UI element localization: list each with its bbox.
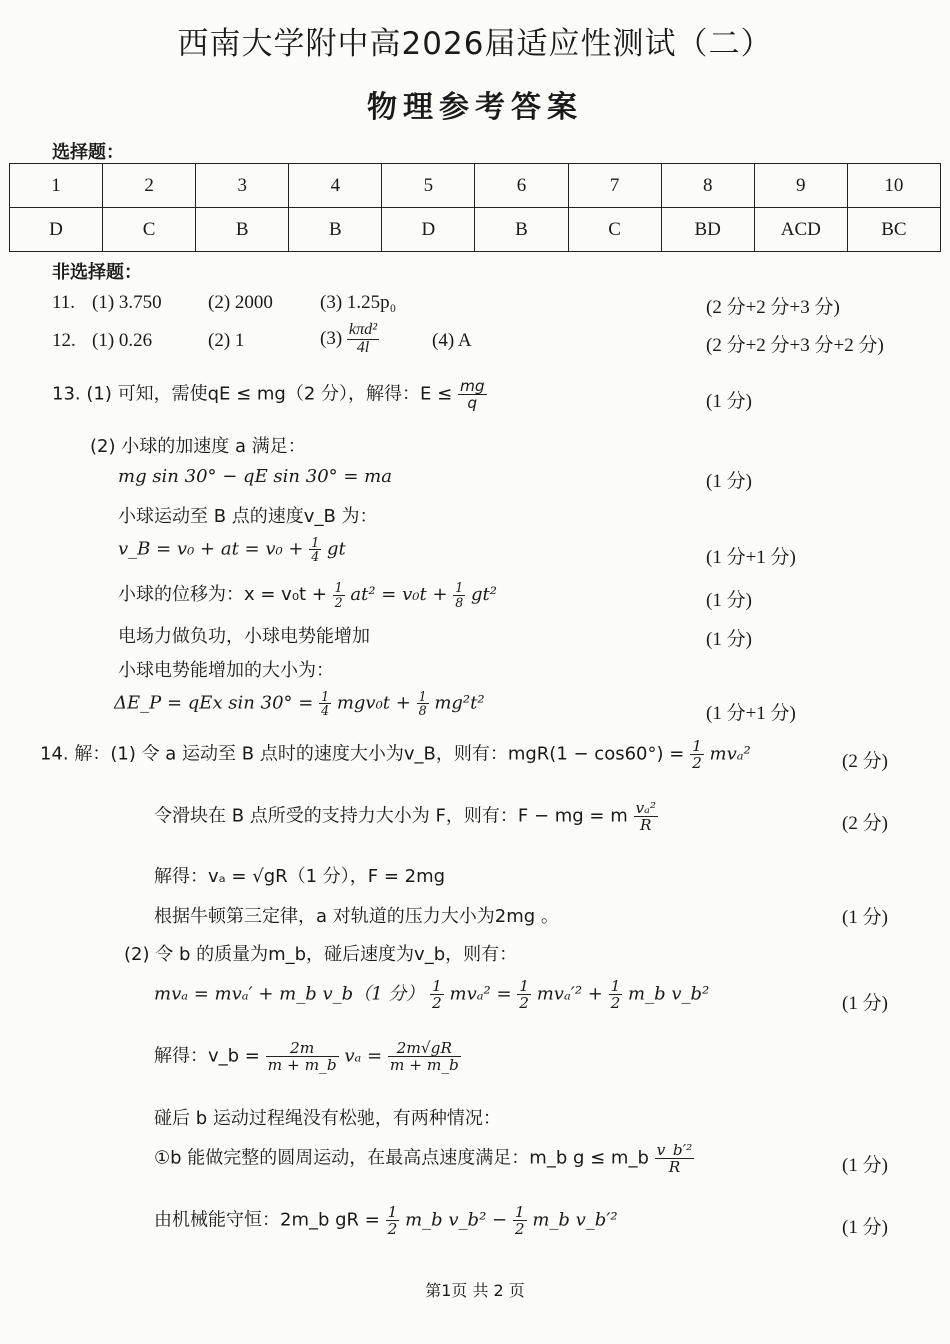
q13-line9 bbox=[114, 690, 485, 717]
fraction-denominator: m + m_b bbox=[267, 1056, 337, 1075]
answer-cell: B bbox=[289, 208, 382, 252]
q14-line1-text: 14. 解：(1) 令 a 运动至 B 点时的速度大小为v_B，则有：mgR(1 − cos60°) = bbox=[40, 743, 685, 765]
fraction-denominator: 2 bbox=[334, 594, 343, 610]
q14-line10-points: (1 分) bbox=[842, 1217, 888, 1238]
q14-line9-points: (1 分) bbox=[842, 1155, 888, 1176]
question-number-cell: 10 bbox=[847, 164, 940, 208]
question-number-cell: 5 bbox=[382, 164, 475, 208]
fraction-numerator: 1 bbox=[387, 1203, 398, 1221]
q14-line1-fraction bbox=[690, 738, 704, 771]
fraction-denominator: 2 bbox=[692, 754, 702, 773]
fraction-numerator: 2m bbox=[266, 1040, 339, 1057]
q12-part3-label: (3) bbox=[320, 327, 343, 349]
q13-line5-fraction bbox=[309, 536, 321, 563]
q13-line2: (2) 小球的加速度 a 满足： bbox=[90, 436, 306, 457]
q14-line7-fraction2 bbox=[388, 1040, 461, 1073]
fraction-numerator: 1 bbox=[432, 977, 442, 995]
q13-line1-points: (1 分) bbox=[706, 391, 752, 412]
q14-line7-text: 解得：v_b = bbox=[154, 1045, 260, 1067]
q14-line2 bbox=[154, 800, 658, 833]
answer-table-number-row bbox=[10, 164, 941, 208]
fraction-denominator: 4 bbox=[321, 703, 330, 719]
answer-table-answer-row bbox=[10, 208, 941, 252]
q13-line6-text: 小球的位移为：x = v₀t + bbox=[118, 584, 327, 605]
q12-part1: (1) 0.26 bbox=[92, 330, 153, 351]
q13-line5-text: v_B = v₀ + at = v₀ + bbox=[118, 538, 304, 560]
answer-table bbox=[9, 163, 941, 252]
answer-cell: B bbox=[196, 208, 289, 252]
q14-line2-text: 令滑块在 B 点所受的支持力大小为 F，则有：F − mg = m bbox=[154, 805, 628, 827]
answer-cell: BD bbox=[661, 208, 754, 252]
fraction-denominator: 2 bbox=[519, 994, 529, 1013]
q14-line1-points: (2 分) bbox=[842, 751, 888, 772]
fraction-denominator: 2 bbox=[387, 1220, 398, 1239]
q14-line10-fraction1 bbox=[386, 1204, 400, 1237]
fraction-denominator: 8 bbox=[418, 703, 427, 719]
q13-line9-tail: mg²t² bbox=[434, 692, 485, 714]
q13-line5 bbox=[118, 536, 346, 563]
q11-part2: (2) 2000 bbox=[208, 292, 273, 313]
answer-cell: D bbox=[382, 208, 475, 252]
q14-line7 bbox=[154, 1040, 461, 1073]
question-number-cell: 9 bbox=[754, 164, 847, 208]
q13-line1 bbox=[52, 378, 487, 411]
question-number-cell: 3 bbox=[196, 164, 289, 208]
q13-line5-points: (1 分+1 分) bbox=[706, 547, 796, 568]
fraction-numerator: 1 bbox=[455, 580, 464, 596]
q13-line8: 小球电势能增加的大小为： bbox=[118, 660, 334, 681]
q13-line5-tail: gt bbox=[327, 538, 346, 560]
page-subtitle: 物理参考答案 bbox=[367, 90, 583, 125]
q14-line8: 碰后 b 运动过程绳没有松驰，有两种情况： bbox=[154, 1108, 501, 1129]
q13-line7-points: (1 分) bbox=[706, 629, 752, 650]
q13-line9-text: ΔE_P = qEx sin 30° = bbox=[114, 692, 314, 714]
q11-number: 11. bbox=[52, 292, 76, 313]
q14-line6-fraction2 bbox=[517, 978, 531, 1011]
nonchoice-section-label: 非选择题： bbox=[52, 262, 142, 283]
fraction-numerator: 1 bbox=[610, 977, 621, 995]
question-number-cell: 4 bbox=[289, 164, 382, 208]
q13-line9-fraction2 bbox=[417, 690, 429, 717]
question-number-cell: 7 bbox=[568, 164, 661, 208]
fraction-numerator: vₐ² bbox=[635, 799, 657, 817]
fraction-numerator: 1 bbox=[514, 1203, 525, 1221]
q14-line6-fraction1 bbox=[430, 978, 444, 1011]
q14-line1 bbox=[40, 738, 751, 771]
q13-line4: 小球运动至 B 点的速度v_B 为： bbox=[118, 506, 378, 527]
answer-cell: C bbox=[568, 208, 661, 252]
fraction-denominator: q bbox=[467, 394, 478, 413]
q14-line6-c: m_b v_b² bbox=[628, 983, 710, 1005]
q12-points: (2 分+2 分+3 分+2 分) bbox=[706, 335, 884, 356]
fraction-denominator: R bbox=[668, 1158, 681, 1177]
q14-line7-mid: vₐ = bbox=[344, 1045, 383, 1067]
fraction-denominator: R bbox=[640, 816, 652, 835]
q13-line9-mid: mgv₀t + bbox=[336, 692, 411, 714]
fraction-numerator: v_b′² bbox=[656, 1141, 693, 1159]
answer-cell: B bbox=[475, 208, 568, 252]
q13-line6-fraction1 bbox=[333, 581, 345, 608]
q14-line6-b: mvₐ′² + bbox=[536, 983, 603, 1005]
q14-line10-text: 由机械能守恒：2m_b gR = bbox=[154, 1209, 380, 1231]
fraction-denominator: 2 bbox=[514, 1220, 525, 1239]
choice-section-label: 选择题： bbox=[52, 142, 124, 163]
q14-line2-fraction bbox=[634, 800, 659, 833]
fraction-numerator: 2m√gR bbox=[388, 1040, 461, 1057]
q14-line10 bbox=[154, 1204, 618, 1237]
q14-line2-points: (2 分) bbox=[842, 813, 888, 834]
q14-line10-tail: m_b v_b′² bbox=[532, 1209, 618, 1231]
q11-part3: (3) 1.25p₀ bbox=[320, 292, 397, 313]
q11-part1: (1) 3.750 bbox=[92, 292, 162, 313]
fraction-numerator: mg bbox=[459, 377, 485, 395]
question-number-cell: 2 bbox=[103, 164, 196, 208]
q13-line6-tail: gt² bbox=[471, 584, 498, 605]
q14-line9 bbox=[154, 1142, 694, 1175]
q14-line9-text: ①b 能做完整的圆周运动，在最高点速度满足：m_b g ≤ m_b bbox=[154, 1147, 649, 1169]
q14-line7-fraction1 bbox=[266, 1040, 339, 1073]
q13-line6-fraction2 bbox=[453, 581, 465, 608]
q12-part3 bbox=[320, 322, 379, 357]
answer-cell: ACD bbox=[754, 208, 847, 252]
answer-cell: C bbox=[103, 208, 196, 252]
q13-line9-fraction1 bbox=[319, 690, 331, 717]
fraction-numerator: 1 bbox=[692, 737, 702, 755]
q14-line6-a: mvₐ² = bbox=[449, 983, 512, 1005]
q13-line9-points: (1 分+1 分) bbox=[706, 703, 796, 724]
fraction-numerator: 1 bbox=[418, 689, 427, 704]
q12-part3-fraction bbox=[347, 322, 379, 357]
q13-line6 bbox=[118, 580, 497, 609]
q14-line6-points: (1 分) bbox=[842, 993, 888, 1014]
fraction-numerator: 1 bbox=[311, 535, 320, 550]
fraction-denominator: 4l bbox=[356, 338, 370, 356]
fraction-denominator: 8 bbox=[455, 594, 464, 610]
q13-line7: 电场力做负功，小球电势能增加 bbox=[118, 626, 370, 647]
q14-line5: (2) 令 b 的质量为m_b，碰后速度为v_b，则有： bbox=[124, 944, 518, 965]
q14-line4-points: (1 分) bbox=[842, 907, 888, 928]
q14-line10-mid: m_b v_b² − bbox=[405, 1209, 508, 1231]
fraction-numerator: 1 bbox=[334, 580, 343, 596]
q11-points: (2 分+2 分+3 分) bbox=[706, 297, 840, 318]
answer-cell: D bbox=[10, 208, 103, 252]
fraction-denominator: 4 bbox=[311, 549, 320, 565]
fraction-denominator: m + m_b bbox=[389, 1056, 459, 1075]
q14-line4: 根据牛顿第三定律，a 对轨道的压力大小为2mg 。 bbox=[154, 906, 559, 927]
question-number-cell: 6 bbox=[475, 164, 568, 208]
q14-line3: 解得：vₐ = √gR（1 分），F = 2mg bbox=[154, 866, 446, 887]
fraction-denominator: 2 bbox=[610, 994, 621, 1013]
answer-cell: BC bbox=[847, 208, 940, 252]
q13-line6-points: (1 分) bbox=[706, 590, 752, 611]
q14-line6 bbox=[154, 978, 709, 1011]
q14-line6-text: mvₐ = mvₐ′ + m_b v_b（1 分） bbox=[154, 983, 425, 1005]
fraction-numerator: kπd² bbox=[348, 321, 378, 338]
q13-line6-mid: at² = v₀t + bbox=[350, 584, 448, 605]
q12-part2: (2) 1 bbox=[208, 330, 245, 351]
fraction-numerator: 1 bbox=[519, 977, 529, 995]
q12-part4: (4) A bbox=[432, 330, 472, 351]
fraction-denominator: 2 bbox=[432, 994, 442, 1013]
q14-line10-fraction2 bbox=[513, 1204, 527, 1237]
q14-line9-fraction bbox=[655, 1142, 695, 1175]
page-footer: 第1页 共 2 页 bbox=[425, 1281, 525, 1300]
q13-line1-fraction bbox=[458, 378, 487, 411]
q14-line6-fraction3 bbox=[609, 978, 623, 1011]
q13-line1-text: 13. (1) 可知，需使qE ≤ mg（2 分），解得：E ≤ bbox=[52, 383, 453, 405]
q13-line3: mg sin 30° − qE sin 30° = ma bbox=[118, 466, 392, 487]
question-number-cell: 1 bbox=[10, 164, 103, 208]
fraction-numerator: 1 bbox=[321, 689, 330, 704]
question-number-cell: 8 bbox=[661, 164, 754, 208]
q12-number: 12. bbox=[52, 330, 76, 351]
q14-line1-tail: mvₐ² bbox=[709, 743, 751, 765]
q13-line3-points: (1 分) bbox=[706, 471, 752, 492]
page-title: 西南大学附中高2026届适应性测试（二） bbox=[177, 26, 773, 62]
